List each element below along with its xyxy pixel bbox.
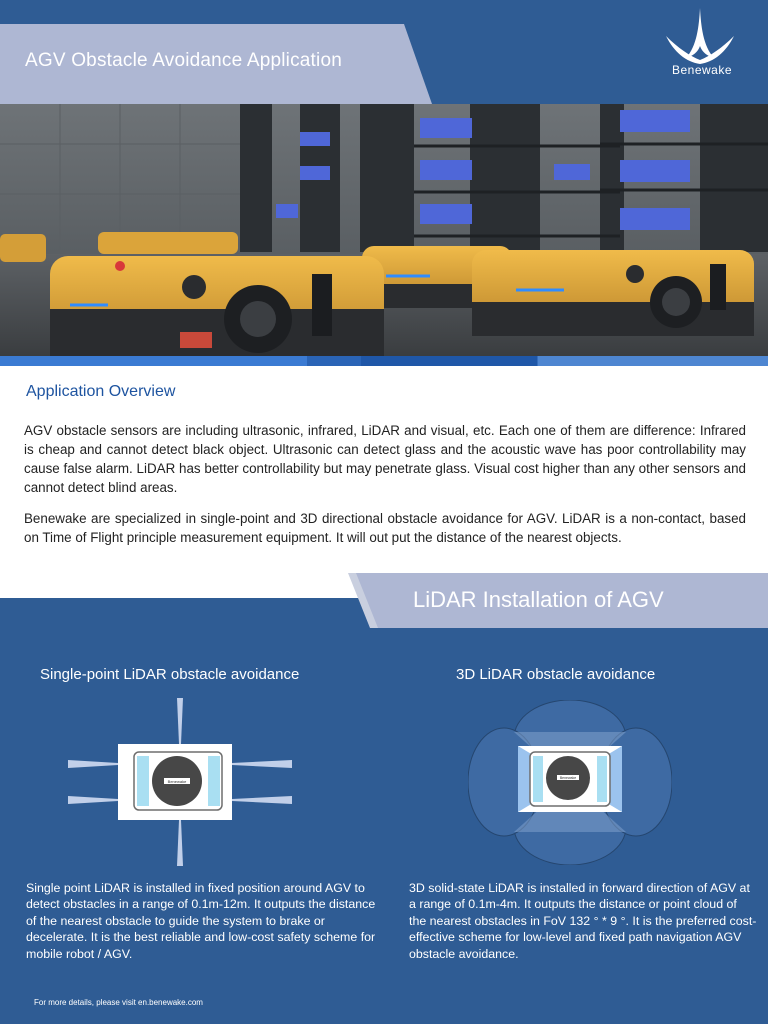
single-point-heading: Single-point LiDAR obstacle avoidance [40,666,300,683]
three-d-description: 3D solid-state LiDAR is installed in forward direction of AGV at a range of 0.1m-4m. It outputs the distance or point cloud of the nearest obstacles in FoV 132 ° * 9 °. It is the preferred cost-effective scheme for low-level and fixed path navigation AGV obstacle avoidance. [409,881,757,961]
page-title: AGV Obstacle Avoidance Application [25,50,342,71]
robot-label: Benewake [559,776,577,780]
single-point-lidar-diagram [60,698,300,866]
overview-heading: Application Overview [26,383,176,400]
header-banner [0,0,768,105]
overview-paragraph: AGV obstacle sensors are including ultrasonic, infrared, LiDAR and visual, etc. Each one of them are difference: Infrared is cheap and cannot detect black object. Ultrasonic can detect glass and the acoustic wave has poor controllability may cause false alarm. LiDAR has better controllability but may penetrate glass. Visual cost higher than any other sensors and cannot detect blind areas. [24,423,746,495]
footer-text: For more details, please visit en.benewake.com [34,998,203,1007]
three-d-lidar-diagram [468,700,672,865]
logo-text: Benewake [671,63,733,77]
single-point-description: Single point LiDAR is installed in fixed position around AGV to detect obstacles in a range of 0.1m-12m. It outputs the distance of the nearest obstacle to guide the system to brake or decelerate. It is the best reliable and low-cost safety scheme for mobile robot / AGV. [26,881,376,961]
warehouse-agv-illustration [0,104,768,356]
installation-title: LiDAR Installation of AGV [413,587,664,612]
robot-label: Benewake [167,779,187,784]
overview-paragraph: Benewake are specialized in single-point and 3D directional obstacle avoidance for AGV. LiDAR is a non-contact, based on Time of Flight principle measurement equipment. It will out put the distance of the nearest objects. [24,511,746,545]
color-stripe [0,356,768,366]
hero-image [0,104,768,356]
three-d-heading: 3D LiDAR obstacle avoidance [456,666,656,683]
